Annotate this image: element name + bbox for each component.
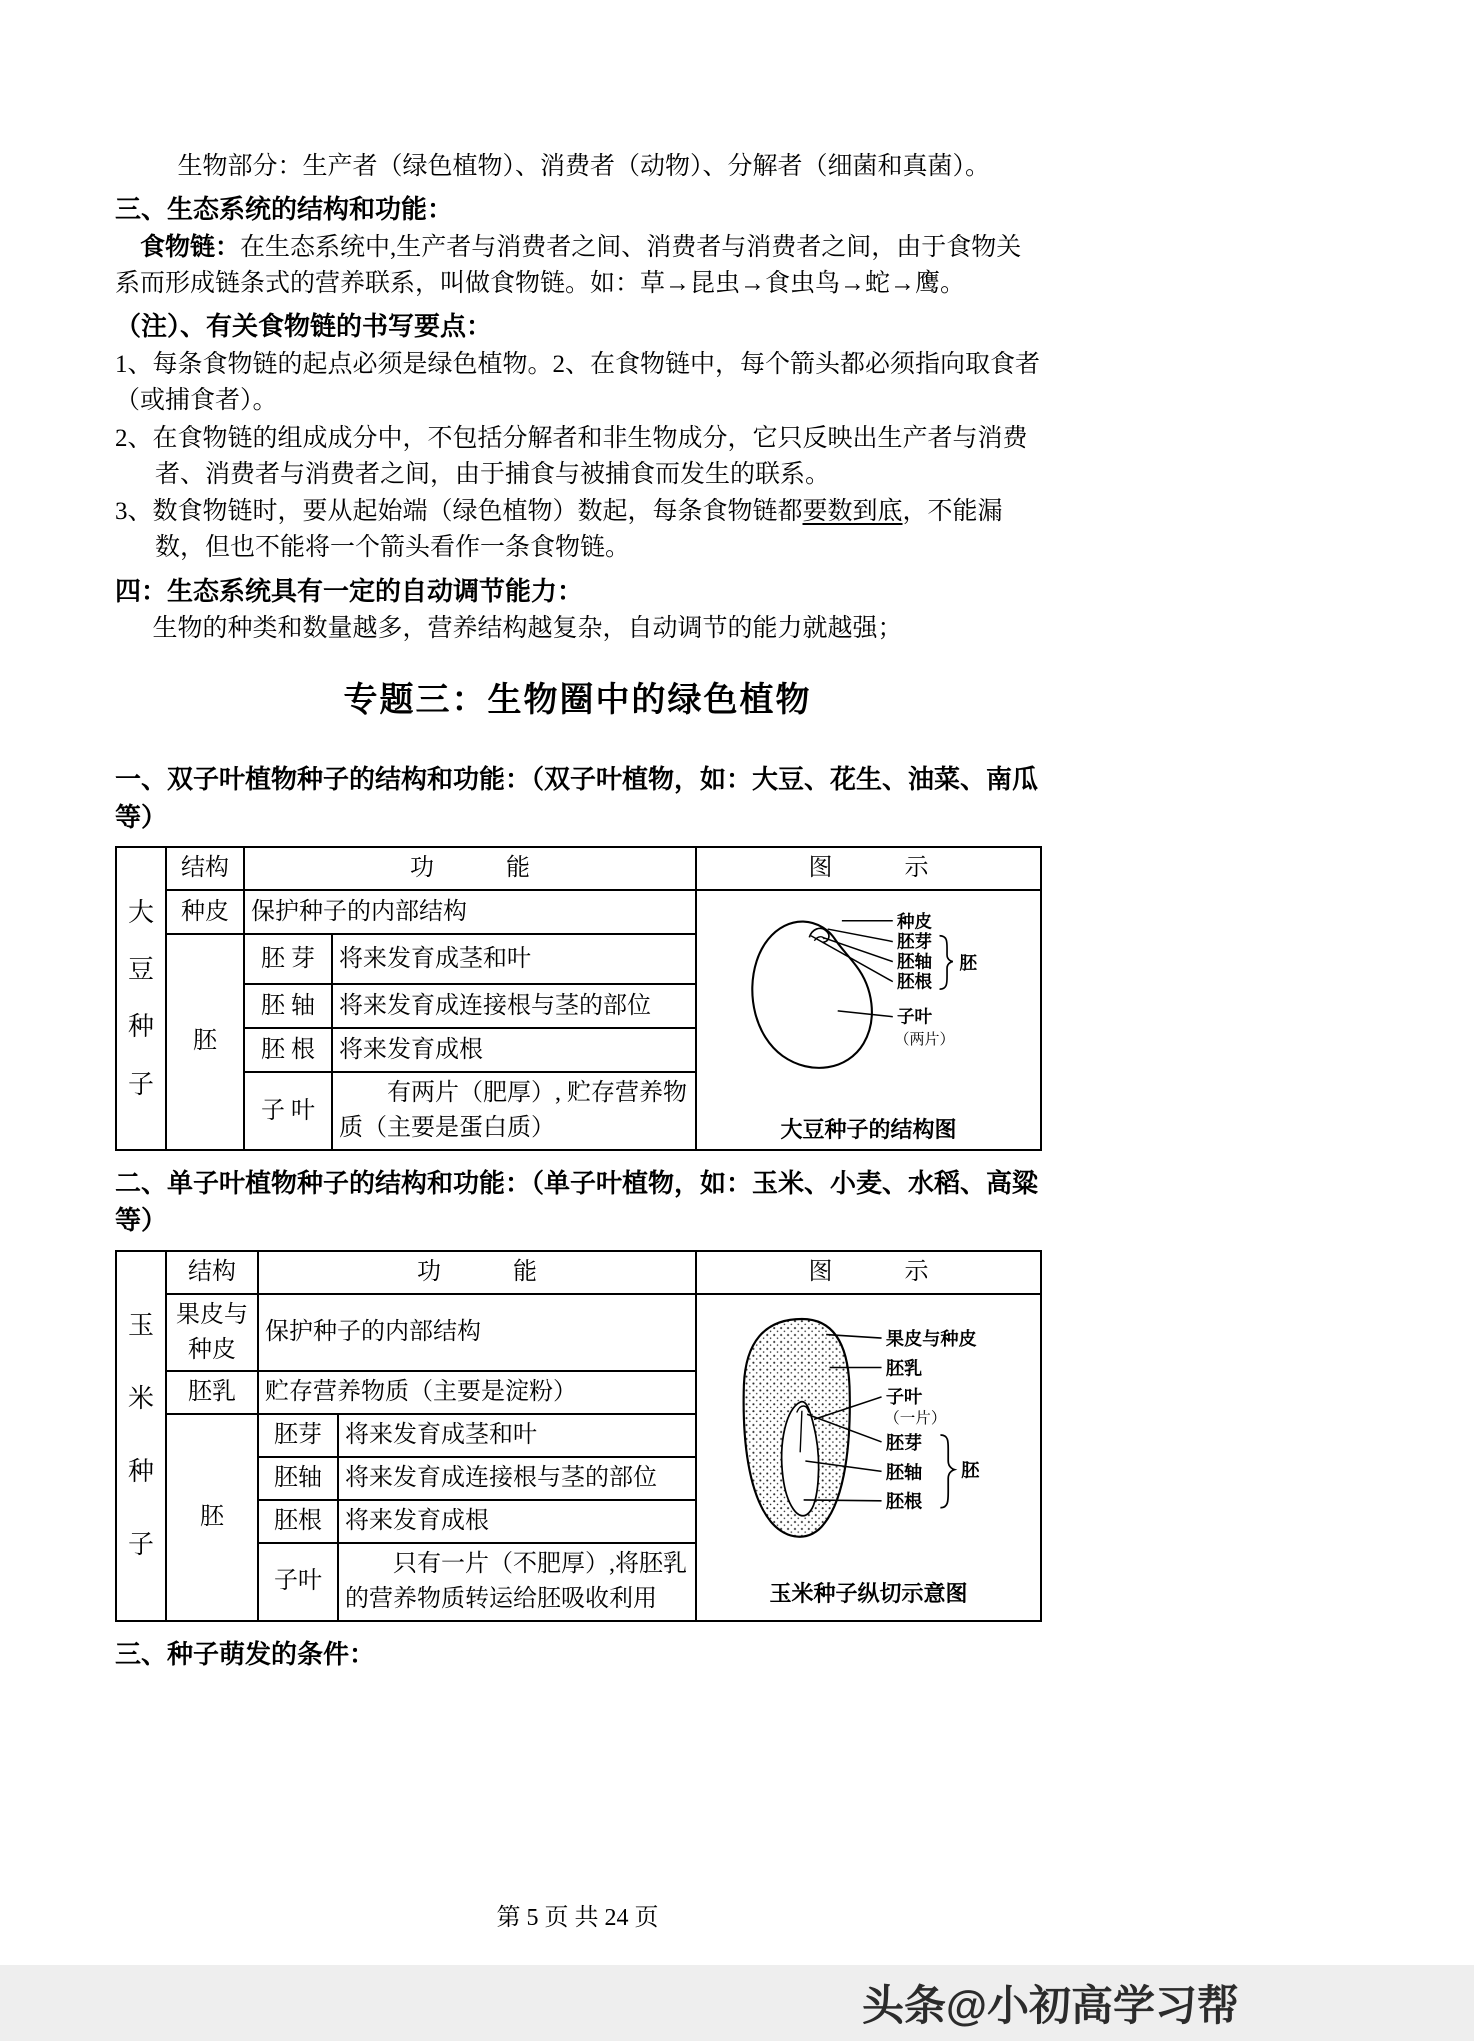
label-plumule: 胚芽 [896,931,932,952]
cell-plumule-function: 将来发育成茎和叶 [338,1414,696,1457]
label-cotyledon: 子叶 [885,1386,922,1407]
foodchain-term: 食物链： [140,233,241,261]
self-regulation-text: 生物的种类和数量越多，营养结构越复杂，自动调节的能力就越强； [152,615,903,643]
page-number: 第 5 页 共 24 页 [496,1905,659,1931]
cell-radicle-function: 将来发育成根 [332,1028,696,1072]
cell-radicle: 胚 根 [244,1028,332,1072]
cell-radicle: 胚根 [258,1500,338,1543]
cell-embryo: 胚 [166,1414,258,1620]
cell-hypocotyl: 胚轴 [258,1457,338,1500]
soybean-side-label [116,847,166,1149]
page-content [115,148,1040,1683]
point3-text-end: ，不能漏数，但也不能将一个箭头看作一条食物链。 [155,498,1003,562]
table-row [116,847,1041,890]
watermark-text: 头条@小初高学习帮 [862,1982,1239,2029]
cell-embryo: 胚 [166,934,244,1150]
point3-text-start: 3、数食物链时，要从起始端（绿色植物）数起，每条食物链都 [115,498,803,526]
foodchain-point-1: 1、每条食物链的起点必须是绿色植物。2、在食物链中，每个箭头都必须指向取食者（或捕食者）。 [115,351,1041,415]
cell-radicle-function: 将来发育成根 [338,1500,696,1543]
label-embryo: 胚 [959,953,977,974]
soybean-diagram [729,894,1009,1101]
cell-cotyledon: 子 叶 [244,1072,332,1150]
corn-seed-table [115,1250,1042,1622]
label-radicle: 胚根 [885,1491,922,1512]
producers-consumers-line: 生物部分：生产者（绿色植物）、消费者（动物）、分解者（细菌和真菌）。 [177,153,991,180]
cell-plumule-function: 将来发育成茎和叶 [332,934,696,984]
embryo-brace [940,1435,954,1508]
point3-underlined-text: 要数到底 [802,498,903,526]
label-endosperm: 胚乳 [885,1358,922,1379]
label-hypocotyl: 胚轴 [896,951,932,972]
corn-diagram-cell [696,1294,1041,1621]
corn-side-label [116,1251,166,1621]
foodchain-paragraph [115,230,1040,303]
cell-endosperm-function: 贮存营养物质（主要是淀粉） [258,1371,696,1414]
label-radicle: 胚根 [896,971,932,992]
label-cotyledon: 子叶 [896,1006,932,1027]
soybean-side-text: 大豆种子 [127,898,154,1099]
col-header-function: 功 能 [258,1251,696,1294]
col-header-diagram: 图 示 [696,847,1041,890]
embryo-brace [939,936,952,989]
foodchain-point-3 [115,494,1040,567]
label-two-pieces: （两片） [893,1031,955,1049]
cell-hypocotyl-function: 将来发育成连接根与茎的部位 [332,984,696,1028]
col-header-structure: 结构 [166,1251,258,1294]
cell-plumule: 胚芽 [258,1414,338,1457]
foodchain-point-2: 2、在食物链的组成成分中，不包括分解者和非生物成分，它只反映出生产者与消费者、消费者与消费者之间，由于捕食与被捕食而发生的联系。 [115,424,1028,488]
cell-cotyledon-function: 只有一片（不肥厚）,将胚乳的营养物质转运给胚吸收利用 [338,1543,696,1621]
label-plumule: 胚芽 [885,1432,922,1453]
cell-plumule: 胚 芽 [244,934,332,984]
heading-dicot-seeds: 一、双子叶植物种子的结构和功能：（双子叶植物，如：大豆、花生、油菜、南瓜等） [115,763,1039,832]
heading-ecosystem-structure: 三、生态系统的结构和功能： [115,194,454,225]
table-row [116,1251,1041,1294]
col-header-structure: 结构 [166,847,244,890]
table-row [116,1294,1041,1372]
cell-pericarp-seedcoat: 果皮与种皮 [166,1294,258,1372]
col-header-function: 功 能 [244,847,696,890]
col-header-diagram: 图 示 [696,1251,1041,1294]
foodchain-definition: 在生态系统中,生产者与消费者之间、消费者与消费者之间，由于食物关系而形成链条式的营养联系，叫做食物链。如：草→昆虫→食虫鸟→蛇→鹰。 [115,233,1022,298]
cell-hypocotyl-function: 将来发育成连接根与茎的部位 [338,1457,696,1500]
cell-seed-coat: 种皮 [166,890,244,934]
corn-side-text: 玉米种子 [127,1311,154,1559]
corn-diagram-caption: 玉米种子纵切示意图 [769,1580,968,1606]
soybean-outline [752,922,872,1068]
topic-title: 专题三：生物圈中的绿色植物 [343,681,812,719]
cell-cotyledon-function: 有两片（肥厚）, 贮存营养物质（主要是蛋白质） [332,1072,696,1150]
soybean-diagram-caption: 大豆种子的结构图 [780,1116,957,1142]
cell-seed-coat-function: 保护种子的内部结构 [244,890,696,934]
label-embryo: 胚 [960,1460,979,1481]
cell-endosperm: 胚乳 [166,1371,258,1414]
soybean-diagram-cell [696,890,1041,1150]
cell-pericarp-function: 保护种子的内部结构 [258,1294,696,1372]
cell-hypocotyl: 胚 轴 [244,984,332,1028]
leader-lines [810,921,892,1017]
soybean-seed-table [115,846,1042,1150]
label-seed-coat: 种皮 [896,911,932,932]
watermark-bar [0,1965,1474,2041]
corn-diagram [724,1305,1014,1565]
heading-germination-conditions: 三、种子萌发的条件： [115,1638,376,1669]
label-pericarp-seedcoat: 果皮与种皮 [885,1328,977,1349]
label-hypocotyl: 胚轴 [885,1462,922,1483]
table-row [116,890,1041,934]
label-one-piece: （一片） [883,1409,946,1427]
cell-cotyledon: 子叶 [258,1543,338,1621]
heading-monocot-seeds: 二、单子叶植物种子的结构和功能：（单子叶植物，如：玉米、小麦、水稻、高粱等） [115,1167,1039,1236]
note-heading: （注）、有关食物链的书写要点： [115,311,493,342]
heading-self-regulation: 四：生态系统具有一定的自动调节能力： [115,575,584,606]
